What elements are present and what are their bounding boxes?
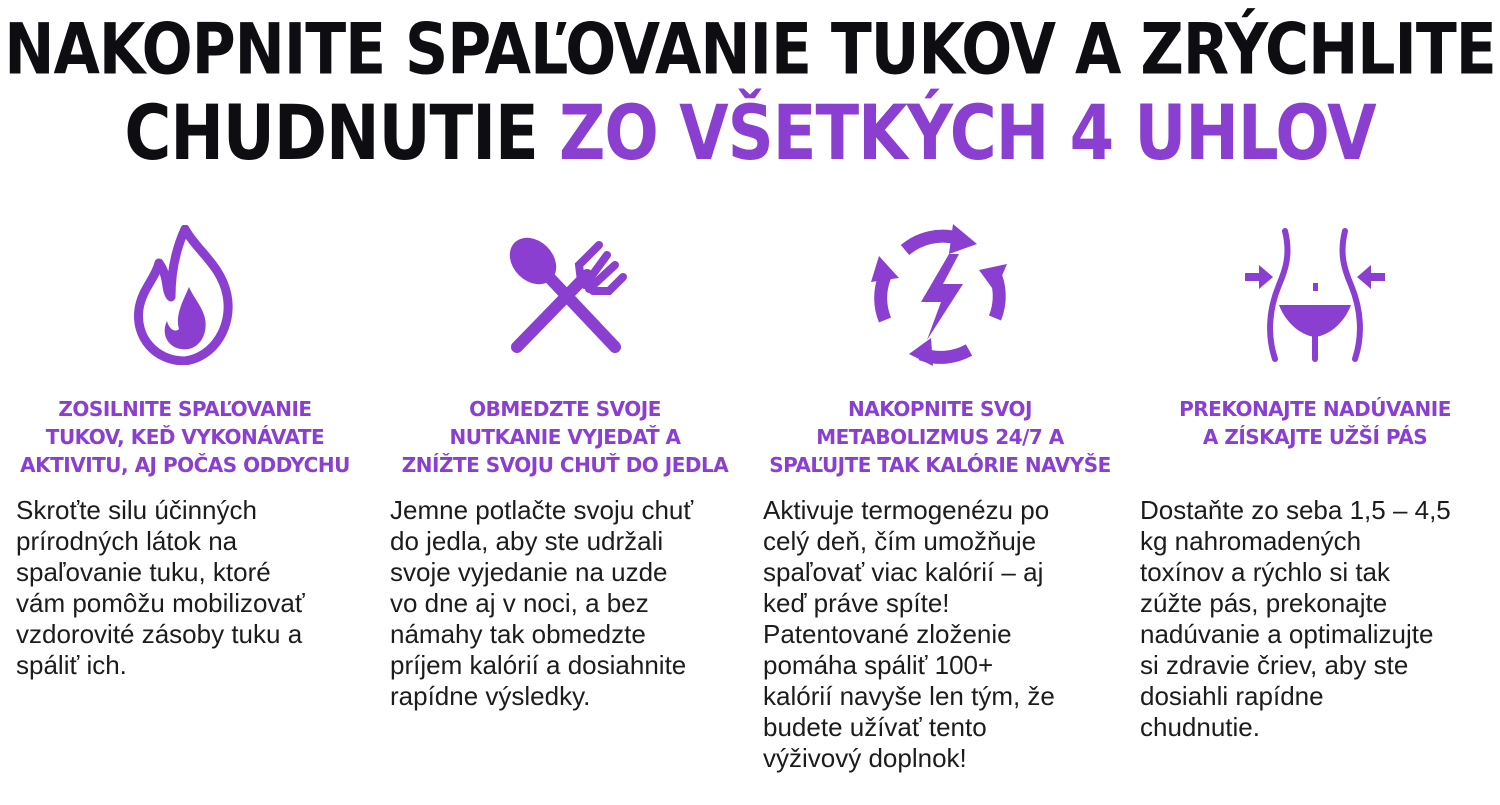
- feature-description: Dostaňte zo seba 1,5 – 4,5 kg nahromadených toxínov a rýchlo si tak zúžte pás, prekonajte nadúvanie a optimalizujte si zdravie čriev, aby ste dosiahli rapídne chudnutie.: [1140, 495, 1451, 742]
- feature-title: ZOSILNITE SPAĽOVANIE TUKOV, KEĎ VYKONÁVATE AKTIVITU, AJ POČAS ODDYCHU: [20, 397, 350, 477]
- waist-icon: [1130, 220, 1500, 370]
- energy-cycle-icon: [755, 220, 1125, 370]
- flame-icon: [0, 220, 370, 370]
- headline: [0, 8, 1500, 178]
- headline-line-1: NAKOPNITE SPAĽOVANIE TUKOV A ZRÝCHLITE: [4, 8, 1496, 92]
- feature-description: Skroťte silu účinných prírodných látok na spaľovanie tuku, ktoré vám pomôžu mobilizovať vzdorovité zásoby tuku a spáliť ich.: [16, 495, 305, 680]
- headline-line-2-accent: ZO VŠETKÝCH 4 UHLOV: [559, 90, 1376, 178]
- feature-title: NAKOPNITE SVOJ METABOLIZMUS 24/7 A SPAĽUJTE TAK KALÓRIE NAVYŠE: [769, 397, 1111, 477]
- feature-title: PREKONAJTE NADÚVANIE A ZÍSKAJTE UŽŠÍ PÁS: [1179, 397, 1451, 449]
- feature-column-appetite: [380, 220, 750, 712]
- feature-title: OBMEDZTE SVOJE NUTKANIE VYJEDAŤ A ZNÍŽTE SVOJU CHUŤ DO JEDLA: [401, 397, 729, 477]
- feature-description: Jemne potlačte svoju chuť do jedla, aby ste udržali svoje vyjedanie na uzde vo dne aj v noci, a bez námahy tak obmedzte príjem kalórií a dosiahnite rapídne výsledky.: [390, 495, 694, 711]
- headline-line-2: [0, 90, 1500, 178]
- feature-column-fat-burn: [0, 220, 370, 681]
- feature-description: Aktivuje termogenézu po celý deň, čím umožňuje spaľovať viac kalórií – aj keď práve spíte! Patentované zloženie pomáha spáliť 100+ kalórií navyše len tým, že budete užívať tento výživový doplnok!: [763, 495, 1055, 773]
- feature-column-metabolism: [755, 220, 1125, 774]
- headline-line-2-dark: CHUDNUTIE: [124, 90, 559, 178]
- feature-column-bloating: [1130, 220, 1500, 743]
- spoon-fork-icon: [380, 220, 750, 370]
